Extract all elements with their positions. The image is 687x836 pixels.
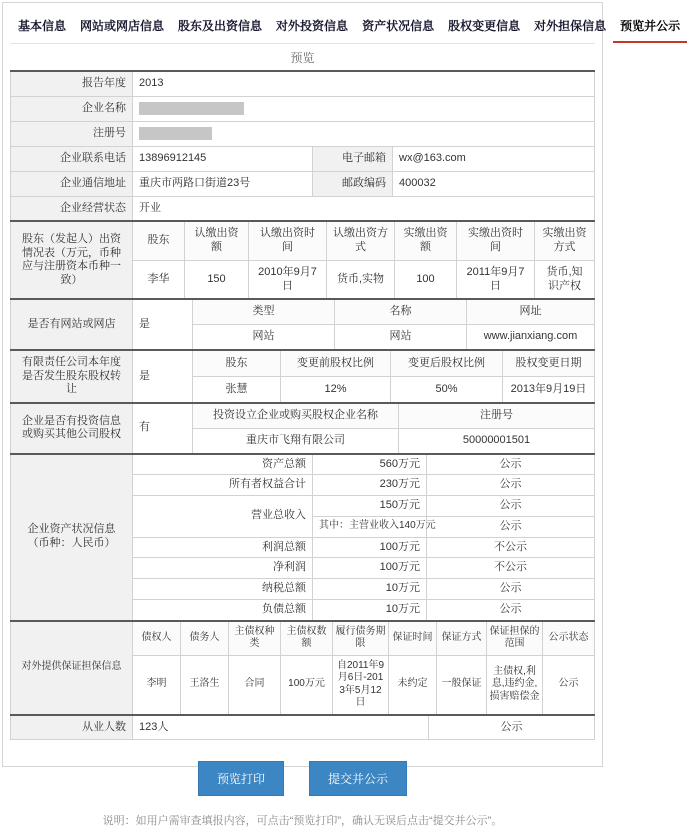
publicity-status-cell: 公示 [543,655,595,714]
main-revenue-detail: 其中：主营业收入140万元 [313,516,427,537]
employees-table [10,714,595,741]
website-type-cell: 网站 [193,325,335,350]
transfer-question-label: 有限责任公司本年度是否发生股东股权转让 [11,350,133,403]
total-liabilities-status: 公示 [427,599,595,620]
preview-print-button[interactable]: 预览打印 [198,761,284,796]
equity-transfer-table [10,349,595,403]
paid-date-cell: 2011年9月7日 [457,260,535,299]
claim-amount-header: 主债权数额 [281,621,333,656]
website-url-header: 网址 [467,299,595,324]
phone-value: 13896912145 [133,147,313,172]
owners-equity-status: 公示 [427,475,595,496]
reg-no-value [133,121,595,146]
total-revenue-value: 150万元 [313,496,427,517]
tab-investment-info[interactable]: 对外投资信息 [276,19,349,33]
subscribed-date-header: 认缴出资时间 [249,221,327,260]
total-liabilities-value: 10万元 [313,599,427,620]
guarantee-table [10,620,595,715]
paid-amount-header: 实缴出资额 [395,221,457,260]
business-status-label: 企业经营状态 [11,196,133,221]
preview-title: 预览 [290,51,315,65]
total-revenue-status: 公示 [427,496,595,517]
transfer-date-header: 股权变更日期 [503,350,595,377]
subscribed-date-cell: 2010年9月7日 [249,260,327,299]
guarantee-method-cell: 一般保证 [437,655,487,714]
creditor-cell: 李明 [133,655,181,714]
tab-basic-info[interactable]: 基本信息 [18,19,67,33]
website-answer-cell: 是 [133,299,193,349]
guarantee-time-cell: 未约定 [389,655,437,714]
invested-company-cell: 重庆市飞翔有限公司 [193,428,399,453]
investment-answer-cell: 有 [133,403,193,453]
tab-shareholder-info[interactable]: 股东及出资信息 [178,19,263,33]
subscribed-method-header: 认缴出资方式 [327,221,395,260]
website-name-cell: 网站 [335,325,467,350]
paid-amount-cell: 100 [395,260,457,299]
owners-equity-label: 所有者权益合计 [133,475,313,496]
guarantee-method-header: 保证方式 [437,621,487,656]
claim-type-cell: 合同 [229,655,281,714]
action-buttons-row [10,740,595,802]
transfer-shareholder-cell: 张慧 [193,376,281,402]
performance-period-cell: 自2011年9月6日-2013年5月12日 [333,655,389,714]
website-name-header: 名称 [335,299,467,324]
website-type-header: 类型 [193,299,335,324]
report-year-label: 报告年度 [11,71,133,96]
net-profit-label: 净利润 [133,558,313,579]
transfer-date-cell: 2013年9月19日 [503,376,595,402]
total-profit-status: 不公示 [427,537,595,558]
tab-bar [10,8,681,44]
website-table [10,298,595,350]
total-tax-status: 公示 [427,579,595,600]
total-assets-status: 公示 [427,454,595,475]
ratio-before-header: 变更前股权比例 [281,350,391,377]
total-profit-value: 100万元 [313,537,427,558]
total-profit-label: 利润总额 [133,537,313,558]
email-label: 电子邮箱 [313,147,393,172]
company-name-label: 企业名称 [11,96,133,121]
guarantee-scope-cell: 主债权,利息,违约金,损害赔偿金 [487,655,543,714]
investment-table [10,402,595,454]
website-question-label: 是否有网站或网店 [11,299,133,349]
shareholder-name-cell: 李华 [133,260,185,299]
company-name-value [133,96,595,121]
paid-method-header: 实缴出资方式 [535,221,595,260]
phone-label: 企业联系电话 [11,147,133,172]
subscribed-amount-header: 认缴出资额 [185,221,249,260]
owners-equity-value: 230万元 [313,475,427,496]
reg-no-label: 注册号 [11,121,133,146]
tab-guarantee-info[interactable]: 对外担保信息 [534,19,607,33]
guarantee-scope-header: 保证担保的范围 [487,621,543,656]
total-liabilities-label: 负债总额 [133,599,313,620]
basic-info-table [10,70,595,221]
total-tax-value: 10万元 [313,579,427,600]
total-assets-value: 560万元 [313,454,427,475]
paid-method-cell: 货币,知识产权 [535,260,595,299]
investment-question-label: 企业是否有投资信息或购买其他公司股权 [11,403,133,453]
tab-website-info[interactable]: 网站或网店信息 [80,19,165,33]
debtor-header: 债务人 [181,621,229,656]
invested-regno-cell: 50000001501 [399,428,595,453]
address-label: 企业通信地址 [11,171,133,196]
transfer-answer-cell: 是 [133,350,193,403]
net-profit-value: 100万元 [313,558,427,579]
claim-amount-cell: 100万元 [281,655,333,714]
performance-period-header: 履行债务期限 [333,621,389,656]
guarantee-section-label: 对外提供保证担保信息 [11,621,133,715]
total-assets-label: 资产总额 [133,454,313,475]
annual-report-preview-page [2,2,681,828]
subscribed-method-cell: 货币,实物 [327,260,395,299]
subscribed-amount-cell: 150 [185,260,249,299]
invested-regno-header: 注册号 [399,403,595,428]
shareholder-header: 股东 [133,221,185,260]
assets-section-label: 企业资产状况信息（币种：人民币） [11,454,133,621]
creditor-header: 债权人 [133,621,181,656]
debtor-cell: 王洛生 [181,655,229,714]
address-value: 重庆市两路口街道23号 [133,171,313,196]
postcode-label: 邮政编码 [313,171,393,196]
ratio-after-header: 变更后股权比例 [391,350,503,377]
tab-asset-info[interactable]: 资产状况信息 [362,19,435,33]
business-status-value: 开业 [133,196,595,221]
redacted-reg-no [139,127,212,140]
claim-type-header: 主债权种类 [229,621,281,656]
postcode-value: 400032 [393,171,595,196]
main-revenue-status: 公示 [427,516,595,537]
employees-value: 123人 [133,715,429,740]
guarantee-time-header: 保证时间 [389,621,437,656]
paid-date-header: 实缴出资时间 [457,221,535,260]
ratio-before-cell: 12% [281,376,391,402]
total-tax-label: 纳税总额 [133,579,313,600]
total-revenue-label: 营业总收入 [133,496,313,538]
redacted-company-name [139,102,244,115]
report-year-value: 2013 [133,71,595,96]
website-url-cell: www.jianxiang.com [467,325,595,350]
employees-status: 公示 [429,715,595,740]
employees-label: 从业人数 [11,715,133,740]
shareholders-section-label: 股东（发起人）出资情况表（万元，币种应与注册资本币种一致） [11,221,133,299]
transfer-shareholder-header: 股东 [193,350,281,377]
assets-table [10,453,595,621]
net-profit-status: 不公示 [427,558,595,579]
submit-and-publish-button[interactable]: 提交并公示 [309,761,407,796]
tab-preview-and-publish[interactable]: 预览并公示 [613,8,687,43]
invested-company-header: 投资设立企业或购买股权企业名称 [193,403,399,428]
ratio-after-cell: 50% [391,376,503,402]
publicity-status-header: 公示状态 [543,621,595,656]
shareholders-table [10,220,595,299]
instruction-note: 说明：如用户需审查填报内容，可点击“预览打印”，确认无误后点击“提交并公示”。 [102,815,503,828]
tab-equity-change-info[interactable]: 股权变更信息 [448,19,521,33]
email-value: wx@163.com [393,147,595,172]
